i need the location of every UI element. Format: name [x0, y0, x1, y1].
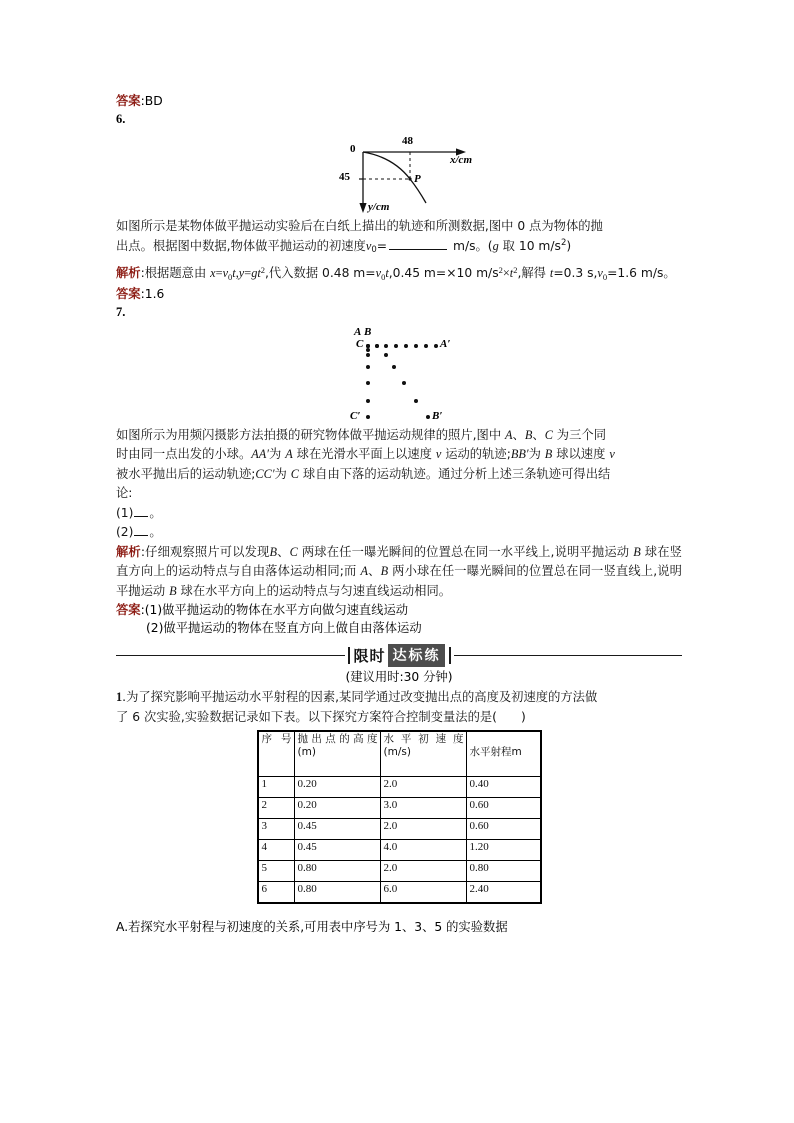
- q6-unit-exponent: 2: [560, 238, 567, 248]
- question-7-number: [116, 303, 682, 322]
- q7-trajectory-CC: CC′: [255, 466, 275, 481]
- q7-stem-text-1: 如图所示为用频闪摄影方法拍摄的研究物体做平抛运动规律的照片,图中: [116, 427, 506, 442]
- question-7-blank-2: [116, 523, 682, 543]
- table-header-cell-height: [294, 731, 380, 777]
- q6-sol-t4: t: [509, 266, 514, 280]
- q6-sol-eq2: =: [244, 266, 252, 280]
- q6-stem-text-a: 出点。根据图中数据,物体做平抛运动的初速度: [116, 238, 366, 253]
- section-banner: [116, 642, 682, 668]
- strobe-label-A-prime: A′: [440, 337, 451, 350]
- banner-subtitle: (建议用时:30 分钟): [345, 670, 453, 684]
- table-row: [258, 777, 541, 798]
- cell-range: 2.40: [466, 882, 541, 904]
- table-row: [258, 819, 541, 840]
- q7-stem-text-2f: 球以速度: [552, 447, 610, 461]
- table-header: [258, 731, 541, 777]
- table-header-cell-range: [466, 731, 541, 777]
- cell-index: 3: [258, 819, 295, 840]
- q6-sol-t3: t: [385, 266, 389, 280]
- question-7-stem-line-4: 论:: [116, 486, 133, 500]
- experiment-table-container: [116, 730, 682, 904]
- banner-rule-left: [116, 655, 345, 656]
- banner-tick-left: [348, 647, 350, 664]
- q7-trajectory-BB: BB′: [510, 447, 529, 461]
- header-range-main: 水平射程m: [469, 746, 522, 758]
- figure-7-container: [116, 326, 682, 426]
- q7-sol-sep-1: 、: [277, 544, 290, 559]
- table-row: [258, 840, 541, 861]
- cell-range: 0.60: [466, 798, 541, 819]
- page-content: [116, 92, 682, 937]
- question-6-dot: .: [122, 112, 126, 126]
- q7-sol-B4: B: [169, 583, 177, 598]
- cell-index: 1: [258, 777, 295, 798]
- graph-x-value-label: 48: [402, 135, 413, 147]
- q7-label-C2: C: [290, 466, 299, 481]
- cell-range: 0.40: [466, 777, 541, 798]
- answer-label: 答案: [116, 94, 141, 108]
- q7-sol-sep-2: 、: [368, 564, 381, 578]
- q7-sol-text-f: 位置总在同一竖直线上,说明平抛运动: [116, 564, 682, 598]
- q7-velocity-v2: v: [609, 447, 615, 461]
- question-7-blank-1: [116, 504, 682, 524]
- q7-sol-text-c: 运动: [604, 544, 634, 559]
- previous-answer-row: [116, 92, 682, 110]
- q6-sol-v2-sub: 0: [381, 271, 386, 282]
- q7-sol-B3: B: [380, 564, 389, 578]
- q7-label-A2: A: [285, 447, 293, 461]
- question-6-number: [116, 110, 682, 129]
- experiment-data-table: [257, 730, 542, 904]
- table-header-cell-velocity: [380, 731, 466, 777]
- q6-sol-eq1: =: [215, 266, 223, 280]
- q6-sol-t4-sup: 2: [513, 264, 518, 275]
- cell-range: 1.20: [466, 840, 541, 861]
- cell-height: 0.80: [294, 861, 380, 882]
- banner-rule-right: [454, 655, 683, 656]
- header-index-main: 序号: [261, 733, 292, 745]
- exercise-1-choice-blank[interactable]: [498, 711, 520, 721]
- cell-velocity: 3.0: [380, 798, 466, 819]
- q7-label-B2: B: [544, 447, 553, 461]
- q6-sol-x: x: [210, 266, 216, 280]
- answer-blank[interactable]: [389, 238, 447, 250]
- q6-sol-text-c: ,0.45 m=×10 m/s: [388, 266, 499, 280]
- q6-sol-v-sub: 0: [228, 271, 233, 282]
- question-7-stem-line-3: [116, 465, 682, 485]
- q7-stem-text-2e: 为: [528, 447, 545, 461]
- q6-v0-symbol: v: [365, 238, 372, 253]
- graph-x-axis-label: x/cm: [450, 154, 472, 166]
- banner-tick-right: [449, 647, 451, 664]
- q7-stem-text-2b: 为: [269, 447, 286, 461]
- q6-sol-t2: t: [257, 266, 261, 280]
- q6-sol-t5: t: [549, 266, 554, 280]
- q6-sol-text-e: ,解得: [517, 266, 550, 280]
- question-6-stem-line-2: [116, 237, 682, 259]
- graph-y-value-label: 45: [339, 171, 350, 183]
- cell-height: 0.20: [294, 777, 380, 798]
- solution-label: 解析: [116, 266, 141, 280]
- question-7-index: 7: [116, 304, 123, 319]
- cell-range: 0.60: [466, 819, 541, 840]
- q7-sol-A2: A: [360, 564, 369, 578]
- cell-index: 5: [258, 861, 295, 882]
- q7-stem-text-2d: 运动的轨迹;: [441, 447, 511, 461]
- projectile-graph-svg: [338, 135, 508, 215]
- solution-label: 解析: [116, 544, 141, 559]
- q7-sep-2: 、: [532, 427, 545, 442]
- q6-sol-g: g: [251, 266, 258, 280]
- strobe-label-B-prime: B′: [432, 409, 443, 422]
- header-height-unit: (m): [297, 746, 316, 758]
- q6-sol-comma: ,: [235, 266, 239, 280]
- table-header-row: [258, 731, 541, 777]
- table-row: [258, 861, 541, 882]
- q6-sol-t: t: [232, 266, 236, 280]
- q7-label-C: C: [544, 427, 553, 442]
- q7-stem-text-2c: 球在光滑水平面上以速度: [292, 447, 436, 461]
- header-velocity-unit: (m/s): [383, 746, 411, 758]
- q7-sol-text-b: 两球在任一曝光瞬间的位置总在同一水平线上,说明平抛: [297, 544, 605, 559]
- graph-y-axis-label: y/cm: [368, 201, 390, 213]
- question-7-solution: [116, 543, 682, 602]
- cell-index: 6: [258, 882, 295, 904]
- q7-stem-text-3b: 为: [274, 466, 291, 481]
- answer-blank[interactable]: [134, 525, 148, 536]
- cell-velocity: 2.0: [380, 777, 466, 798]
- q6-sol-text-f: =0.3 s,: [553, 266, 598, 280]
- q7-stem-text-2a: 时由同一点出发的小球。: [116, 447, 252, 461]
- q7-sep-1: 、: [512, 427, 525, 442]
- q6-g-symbol: g: [492, 238, 499, 253]
- cell-index: 4: [258, 840, 295, 861]
- q7-sol-B: B: [269, 544, 278, 559]
- answer-value-1: :(1)做平抛运动的物体在水平方向做匀速直线运动: [140, 603, 409, 617]
- cell-range: 0.80: [466, 861, 541, 882]
- q6-sol-t2-sup: 2: [260, 264, 266, 275]
- answer-label: 答案: [116, 603, 141, 617]
- cell-velocity: 4.0: [380, 840, 466, 861]
- q7-blank-2-prefix: (2): [116, 525, 134, 539]
- table-header-cell-index: [258, 731, 295, 777]
- strobe-label-C-prime: C′: [350, 409, 361, 422]
- q6-stem-text-d: ): [566, 238, 572, 253]
- q7-label-B: B: [524, 427, 533, 442]
- q7-blank-1-suffix: 。: [149, 505, 162, 520]
- q7-blank-2-suffix: 。: [149, 525, 162, 539]
- strobe-label-C: C: [356, 337, 364, 350]
- q6-sol-text-a: :根据题意由: [140, 266, 211, 280]
- figure-6-container: [116, 135, 682, 217]
- cell-index: 2: [258, 798, 295, 819]
- q6-sol-v3: v: [597, 266, 603, 280]
- q7-stem-text-1-end: 为三个同: [552, 427, 606, 442]
- cell-velocity: 2.0: [380, 819, 466, 840]
- q7-sol-B2: B: [633, 544, 641, 559]
- header-height-main: 抛出点的高度: [297, 733, 378, 745]
- table-row: [258, 882, 541, 904]
- q6-sol-v3-sub: 0: [602, 271, 608, 282]
- graph-origin-label: 0: [350, 143, 356, 155]
- q6-equals: =: [376, 238, 388, 253]
- exercise-1-stem-text-1: .为了探究影响平抛运动水平射程的因素,某同学通过改变抛出点的高度及初速度的方法做: [122, 690, 598, 704]
- graph-point-p-label: P: [414, 173, 421, 185]
- table-row: [258, 798, 541, 819]
- answer-value: :BD: [140, 94, 163, 108]
- cell-height: 0.80: [294, 882, 380, 904]
- question-7-stem-line-2: [116, 445, 682, 465]
- header-velocity-main: 水平初速度: [383, 733, 464, 745]
- exercise-1-number: 1: [116, 690, 123, 704]
- q7-sol-text-e: 两小球在任一曝光瞬间的: [388, 564, 529, 578]
- projectile-graph-figure: [338, 135, 508, 220]
- question-7-answer-row-2: (2)做平抛运动的物体在竖直方向上做自由落体运动: [146, 621, 422, 635]
- q6-sol-text-d: ×: [502, 266, 510, 280]
- exercise-1-stem-text-2b: ): [520, 709, 526, 724]
- strobe-label-B: B: [364, 325, 372, 338]
- banner-title-boxed: 达标练: [388, 644, 445, 667]
- q6-stem-text-b: m/s。(: [449, 238, 493, 253]
- cell-height: 0.20: [294, 798, 380, 819]
- strobe-photo-figure: [336, 326, 516, 431]
- answer-blank[interactable]: [134, 506, 148, 517]
- question-6-answer-row: [116, 285, 682, 303]
- q6-sol-v2: v: [375, 266, 382, 280]
- q7-sol-C: C: [289, 544, 298, 559]
- q7-blank-1-prefix: (1): [116, 505, 134, 520]
- exercise-1-stem-line-1: [116, 688, 682, 708]
- q6-sol-sup2: 2: [498, 264, 503, 275]
- answer-value: :1.6: [140, 286, 165, 301]
- cell-height: 0.45: [294, 819, 380, 840]
- q6-v0-subscript: 0: [371, 245, 377, 255]
- q7-velocity-v1: v: [435, 447, 442, 461]
- q7-sol-text-a: :仔细观察照片可以发现: [140, 544, 270, 559]
- question-6-index: 6: [116, 112, 123, 126]
- q7-stem-text-3c: 球自由下落的运动轨迹。通过分析上述三条轨迹可得出结: [298, 466, 611, 481]
- strobe-label-A: A: [354, 325, 362, 338]
- table-body: [258, 777, 541, 904]
- banner-title-plain: 限时: [353, 646, 386, 665]
- cell-velocity: 2.0: [380, 861, 466, 882]
- q6-stem-text-c: 取 10 m/s: [498, 238, 561, 253]
- question-6-solution: [116, 264, 682, 285]
- q7-trajectory-AA: AA′: [251, 447, 269, 461]
- q7-sol-text-g: 球在水平方向上的运动特点与匀速直线运动相同。: [176, 583, 452, 598]
- exercise-1-option-a[interactable]: A.若探究水平射程与初速度的关系,可用表中序号为 1、3、5 的实验数据: [116, 920, 508, 934]
- answer-label: 答案: [116, 286, 141, 301]
- q6-sol-text-b: ,代入数据 0.48 m=: [265, 266, 376, 280]
- exercise-1-stem-line-2: [116, 708, 682, 728]
- cell-height: 0.45: [294, 840, 380, 861]
- q7-sol-text-d: 球在竖直方向上的运动特点与自由落体运动相同;而: [116, 544, 682, 578]
- question-7-dot: .: [122, 304, 126, 319]
- question-6-stem-line-1: 如图所示是某物体做平抛运动实验后在白纸上描出的轨迹和所测数据,图中 0 点为物体的抛: [116, 219, 603, 233]
- exercise-1-stem-text-2a: 了 6 次实验,实验数据记录如下表。以下探究方案符合控制变量法的是(: [116, 709, 497, 724]
- cell-velocity: 6.0: [380, 882, 466, 904]
- q7-label-A: A: [505, 427, 513, 442]
- question-7-answer-row-1: [116, 601, 682, 619]
- q6-sol-y: y: [238, 266, 245, 280]
- q6-sol-v: v: [222, 266, 229, 280]
- q6-sol-text-g: =1.6 m/s。: [607, 266, 676, 280]
- q7-stem-text-3a: 被水平抛出后的运动轨迹;: [116, 466, 256, 481]
